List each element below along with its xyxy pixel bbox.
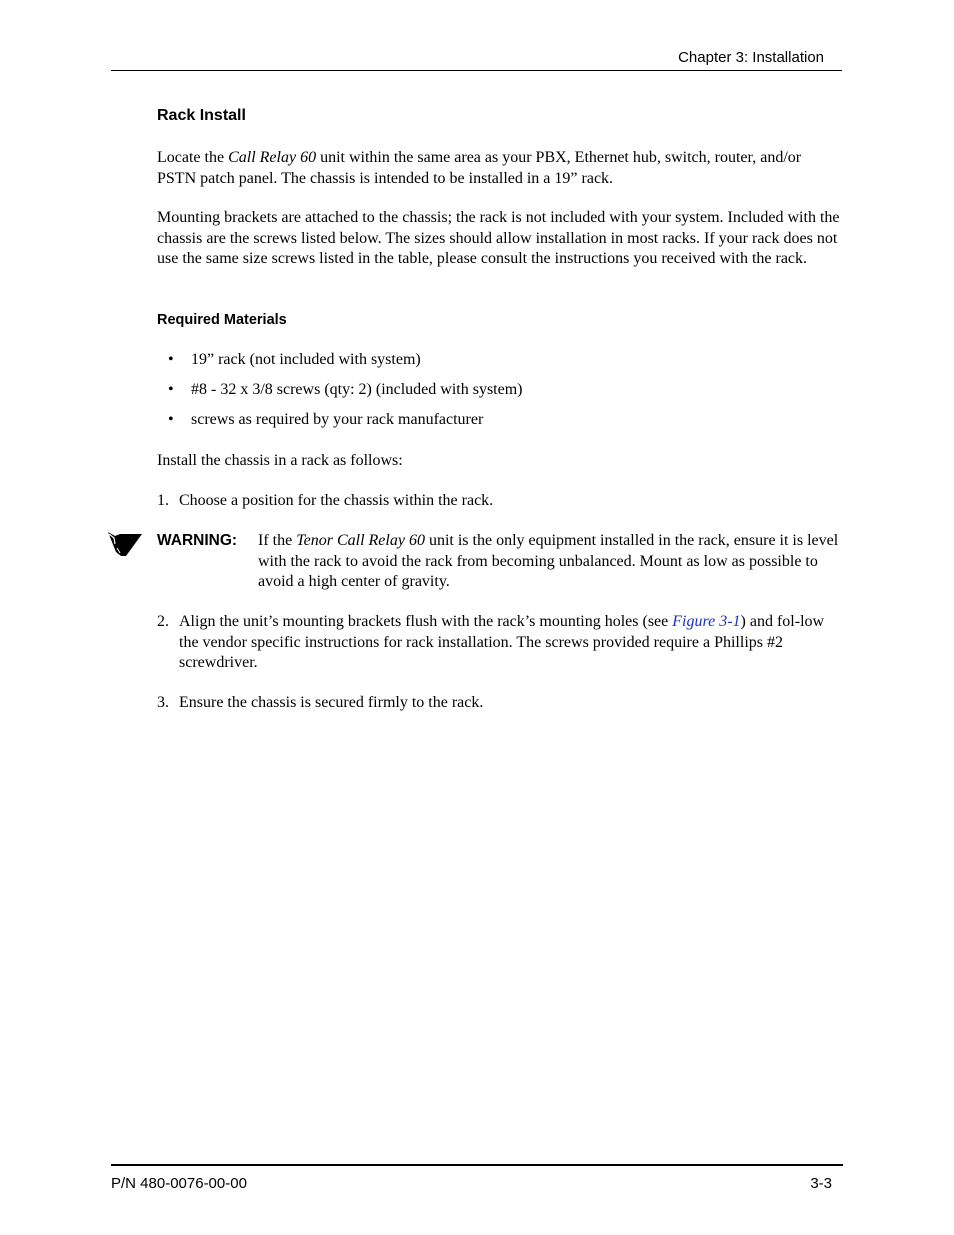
step-text: Ensure the chassis is secured firmly to the rack.: [179, 694, 484, 711]
list-item-text: screws as required by your rack manufacturer: [191, 411, 484, 428]
step-3: [157, 693, 843, 714]
list-item: [168, 350, 421, 370]
product-name: Tenor Call Relay 60: [296, 532, 425, 549]
warning-label: WARNING:: [157, 532, 238, 549]
intro-text: unit within the same area as your PBX, Ethernet hub, switch, router, and/or PSTN patch panel. The chassis is intended to be installed in a 19” rack.: [157, 149, 802, 187]
warning-text-part: If the: [258, 532, 297, 549]
step-text: Choose a position for the chassis within the rack.: [179, 492, 494, 509]
step-text: [179, 612, 843, 674]
warning-text: [258, 531, 843, 593]
footer-rule: [111, 1164, 843, 1166]
part-number: P/N 480-0076-00-00: [111, 1175, 247, 1192]
materials-title: Required Materials: [157, 312, 287, 328]
intro-paragraph-2: Mounting brackets are attached to the chassis; the rack is not included with your system. Included with the chassis are the screws listed below. The sizes should allow installation in most racks. If your rack does not use the same size screws listed in the table, please consult the instructions you received with the rack.: [157, 209, 840, 267]
list-item-text: #8 - 32 x 3/8 screws (qty: 2) (included with system): [191, 381, 523, 398]
step-2: [157, 612, 843, 674]
intro-paragraph-1: [157, 148, 843, 189]
bullet: •: [168, 411, 174, 428]
list-item: [168, 380, 523, 400]
product-name: Call Relay 60: [228, 149, 317, 166]
intro-text: Locate the: [157, 149, 229, 166]
step-number: 3.: [157, 694, 169, 711]
section-title: Rack Install: [157, 107, 246, 124]
step-text-part: ) and fol-low the vendor specific instructions for rack installation. The screws provided require a Phillips #2 screwdriver.: [179, 613, 825, 671]
running-header: Chapter 3: Installation: [678, 49, 824, 66]
install-intro: Install the chassis in a rack as follows:: [157, 452, 403, 469]
list-item: [168, 410, 483, 430]
page-number: 3-3: [810, 1175, 832, 1192]
header-rule: [111, 70, 842, 71]
warning-text-part: unit is the only equipment installed in the rack, ensure it is level with the rack to avoid the rack from becoming unbalanced. Mount as low as possible to avoid a high center of gravity.: [258, 532, 839, 590]
hand-warning-icon: [106, 530, 142, 558]
list-item-text: 19” rack (not included with system): [191, 351, 421, 368]
step-number: 2.: [157, 613, 169, 630]
bullet: •: [168, 381, 174, 398]
bullet: •: [168, 351, 174, 368]
figure-link[interactable]: Figure 3-1: [672, 613, 741, 630]
step-text-part: Align the unit’s mounting brackets flush with the rack’s mounting holes (see: [179, 613, 673, 630]
step-number: 1.: [157, 492, 169, 509]
step-1: [157, 491, 843, 512]
